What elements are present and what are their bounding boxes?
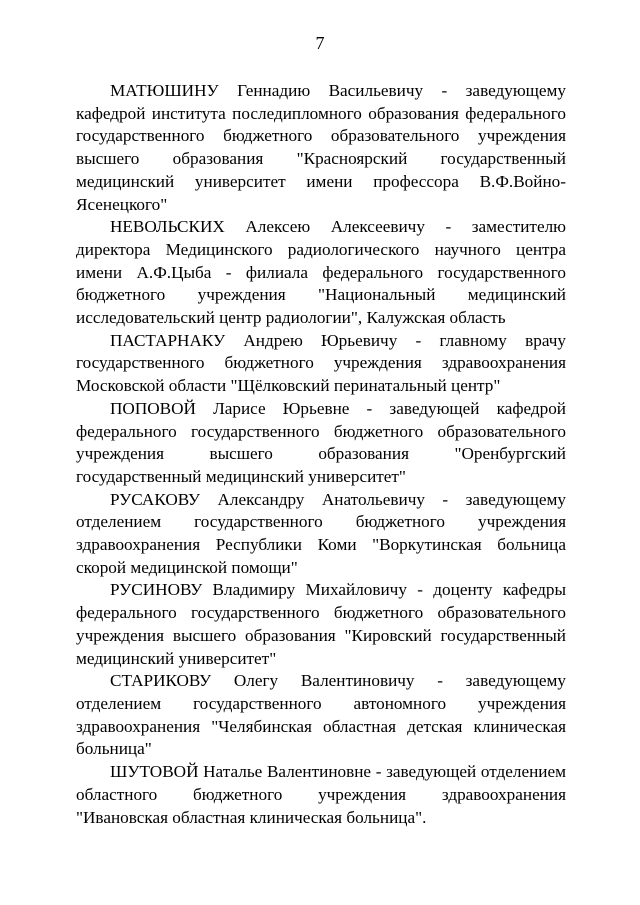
entry-nevolskikh — [76, 216, 566, 330]
entry-name: МАТЮШИНУ Геннадию Васильевичу — [110, 81, 424, 100]
entry-shutova — [76, 761, 566, 829]
page-number: 7 — [315, 33, 325, 53]
entry-popova — [76, 398, 566, 489]
entry-text: - заведующему отделением государственного автономного учреждения здравоохранения "Челябинская областная детская клиническая больница" — [76, 671, 566, 759]
entry-text: - доценту кафедры федерального государственного бюджетного образовательного учреждения высшего образования "Кировский государственный медицинский университет" — [76, 580, 566, 668]
entry-name: НЕВОЛЬСКИХ Алексею Алексеевичу — [110, 217, 425, 237]
document-body — [76, 80, 566, 829]
entry-text: - заведующей кафедрой федерального государственного бюджетного образовательного учреждения высшего образования "Оренбургский государственный медицинский университет" — [76, 398, 567, 486]
entry-rusakov — [76, 489, 566, 580]
entry-name: РУСАКОВУ Александру Анатольевичу — [110, 489, 425, 509]
entry-name: СТАРИКОВУ Олегу Валентиновичу — [110, 671, 415, 691]
entry-name: ШУТОВОЙ Наталье Валентиновне — [110, 762, 372, 782]
entry-text: - заведующей отделением областного бюджетного учреждения здравоохранения "Ивановская областная клиническая больница". — [76, 762, 566, 827]
entry-name: РУСИНОВУ Владимиру Михайловичу — [110, 580, 407, 600]
entry-text: - заведующему отделением государственного бюджетного учреждения здравоохранения Республики Коми "Воркутинская больница скорой медицинской помощи" — [76, 489, 566, 577]
entry-name: ПОПОВОЙ Ларисе Юрьевне — [110, 398, 350, 418]
entry-matyushin — [76, 80, 566, 216]
entry-name: ПАСТАРНАКУ Андрею Юрьевичу — [110, 330, 398, 350]
entry-rusinov — [76, 579, 566, 670]
entry-text: - заведующему кафедрой института последипломного образования федерального государственного бюджетного образовательного учреждения высшего образования "Красноярский государственный медицинский университет имени профессора В.Ф.Войно-Ясенецкого" — [76, 81, 566, 214]
entry-text: - заместителю директора Медицинского радиологического научного центра имени А.Ф.Цыба - филиала федерального государственного бюджетного учреждения "Национальный медицинский исследовательский центр радиологии", Калужская область — [76, 217, 566, 328]
entry-text: - главному врачу государственного бюджетного учреждения здравоохранения Московской области "Щёлковский перинатальный центр" — [76, 330, 566, 396]
entry-pastarnak — [76, 330, 566, 398]
entry-starikov — [76, 670, 566, 761]
